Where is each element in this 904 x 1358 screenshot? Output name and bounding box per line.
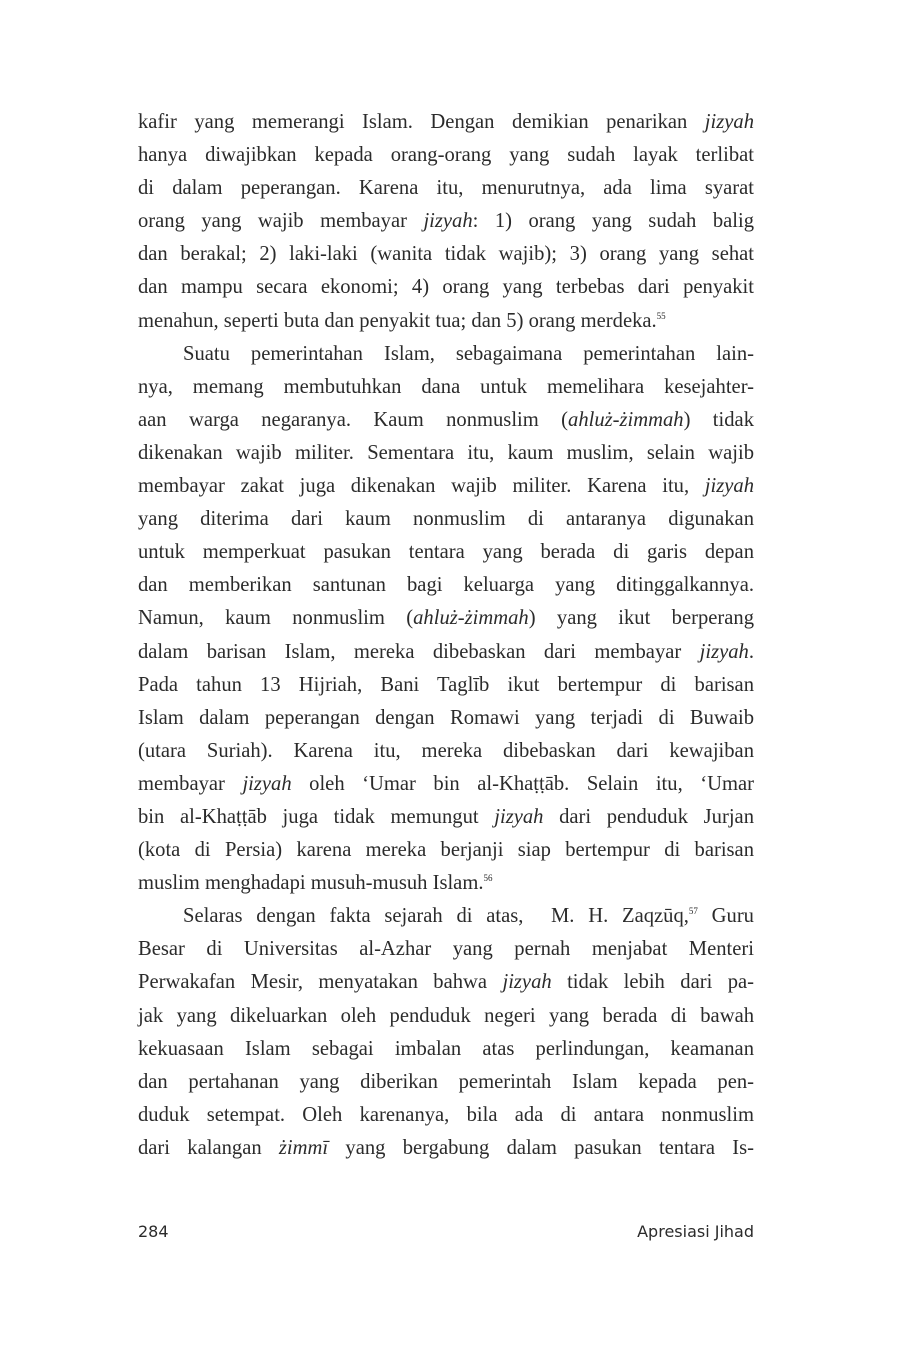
text-line: [138, 536, 754, 569]
text-run: kekuasaan Islam sebagai imbalan atas perlindungan, keamanan: [138, 1037, 754, 1060]
text-run: Islam dalam peperangan dengan Romawi yang terjadi di Buwaib: [138, 706, 754, 729]
text-run: tidak lebih dari pa-: [551, 971, 754, 994]
italic-term: jizyah: [704, 475, 754, 498]
page-footer: [138, 1222, 754, 1246]
running-title: Apresiasi Jihad: [637, 1222, 754, 1241]
text-run: kafir yang memerangi Islam. Dengan demikian penarikan: [138, 111, 705, 133]
italic-term: jizyah: [242, 772, 292, 795]
text-line: [138, 238, 754, 271]
text-run: oleh ‘Umar bin al-Khaṭṭāb. Selain itu, ‘Umar: [291, 772, 754, 795]
italic-term: jizyah: [423, 210, 473, 233]
text-line: [138, 1066, 754, 1099]
text-line: [138, 338, 754, 371]
text-line: [138, 768, 754, 801]
text-line: [138, 669, 754, 702]
text-run: Perwakafan Mesir, menyatakan bahwa: [138, 971, 503, 994]
text-line: [138, 735, 754, 768]
footnote-marker: 55: [656, 310, 666, 321]
text-run: di dalam peperangan. Karena itu, menurutnya, ada lima syarat: [138, 177, 754, 200]
text-run: Guru: [697, 905, 754, 928]
text-run: ) yang ikut berperang: [528, 607, 754, 630]
text-line: [138, 966, 754, 999]
text-run: yang diterima dari kaum nonmuslim di antaranya digunakan: [138, 508, 754, 531]
text-line: [138, 404, 754, 437]
text-line: [138, 271, 754, 304]
text-run: membayar zakat juga dikenakan wajib militer. Karena itu,: [138, 475, 705, 498]
footnote-marker: 56: [483, 873, 493, 884]
text-line: [138, 139, 754, 172]
text-run: .: [748, 640, 754, 663]
text-run: (utara Suriah). Karena itu, mereka dibebaskan dari kewajiban: [138, 739, 754, 762]
text-run: aan warga negaranya. Kaum nonmuslim (: [138, 408, 569, 431]
text-line: [138, 106, 754, 139]
text-run: yang bergabung dalam pasukan tentara Is-: [328, 1136, 754, 1159]
text-line: [138, 569, 754, 602]
italic-term: jizyah: [699, 640, 749, 663]
text-line: [138, 172, 754, 205]
text-line: [138, 1000, 754, 1033]
text-line: [138, 933, 754, 966]
page-number: 284: [138, 1222, 169, 1241]
text-run: dan pertahanan yang diberikan pemerintah Islam kepada pen-: [138, 1070, 754, 1093]
text-run: orang yang wajib membayar: [138, 210, 424, 233]
text-run: ) tidak: [683, 408, 754, 431]
text-line: [138, 503, 754, 536]
text-run: hanya diwajibkan kepada orang-orang yang sudah layak terlibat: [138, 144, 754, 167]
text-run: dikenakan wajib militer. Sementara itu, kaum muslim, selain wajib: [138, 441, 754, 464]
text-line: [138, 1132, 754, 1165]
text-run: nya, memang membutuhkan dana untuk memelihara kesejahter-: [138, 375, 754, 398]
text-run: bin al-Khaṭṭāb juga tidak memungut: [138, 805, 495, 828]
body-text: [138, 106, 754, 1165]
italic-term: żimmī: [278, 1136, 329, 1159]
text-line: [138, 702, 754, 735]
text-line: [138, 636, 754, 669]
text-line: [138, 834, 754, 867]
text-run: dan mampu secara ekonomi; 4) orang yang terbebas dari penyakit: [138, 276, 754, 299]
text-run: Namun, kaum nonmuslim (: [138, 607, 414, 630]
italic-term: ahluż-żimmah: [568, 408, 684, 431]
text-run: dan berakal; 2) laki-laki (wanita tidak wajib); 3) orang yang sehat: [138, 243, 754, 266]
text-run: dalam barisan Islam, mereka dibebaskan dari membayar: [138, 640, 700, 663]
text-line: [138, 867, 754, 900]
text-run: Pada tahun 13 Hijriah, Bani Taglīb ikut bertempur di barisan: [138, 673, 754, 696]
text-run: untuk memperkuat pasukan tentara yang berada di garis depan: [138, 541, 754, 564]
text-run: Selaras dengan fakta sejarah di atas, M. H. Zaqzūq,: [183, 905, 689, 928]
footnote-marker: 57: [688, 906, 698, 917]
italic-term: ahluż-żimmah: [413, 607, 529, 630]
text-run: duduk setempat. Oleh karenanya, bila ada di antara nonmuslim: [138, 1103, 754, 1126]
text-line: [138, 205, 754, 238]
text-run: dan memberikan santunan bagi keluarga yang ditinggalkannya.: [138, 574, 754, 597]
text-run: (kota di Persia) karena mereka berjanji siap bertempur di barisan: [138, 839, 754, 862]
text-run: menahun, seperti buta dan penyakit tua; dan 5) orang merdeka.: [138, 309, 657, 332]
italic-term: jizyah: [704, 111, 754, 133]
text-line: [138, 602, 754, 635]
text-run: membayar: [138, 772, 243, 795]
text-line: [138, 900, 754, 933]
text-line: [138, 470, 754, 503]
text-run: dari penduduk Jurjan: [543, 805, 754, 828]
text-line: [138, 437, 754, 470]
italic-term: jizyah: [494, 805, 544, 828]
text-line: [138, 801, 754, 834]
text-run: muslim menghadapi musuh-musuh Islam.: [138, 872, 484, 895]
text-run: Suatu pemerintahan Islam, sebagaimana pemerintahan lain-: [183, 342, 754, 365]
text-run: dari kalangan: [138, 1136, 279, 1159]
text-line: [138, 1033, 754, 1066]
text-run: Besar di Universitas al-Azhar yang pernah menjabat Menteri: [138, 938, 754, 961]
text-line: [138, 371, 754, 404]
text-line: [138, 1099, 754, 1132]
italic-term: jizyah: [502, 971, 552, 994]
text-line: [138, 305, 754, 338]
text-run: : 1) orang yang sudah balig: [472, 210, 754, 233]
text-run: jak yang dikeluarkan oleh penduduk negeri yang berada di bawah: [138, 1004, 754, 1027]
